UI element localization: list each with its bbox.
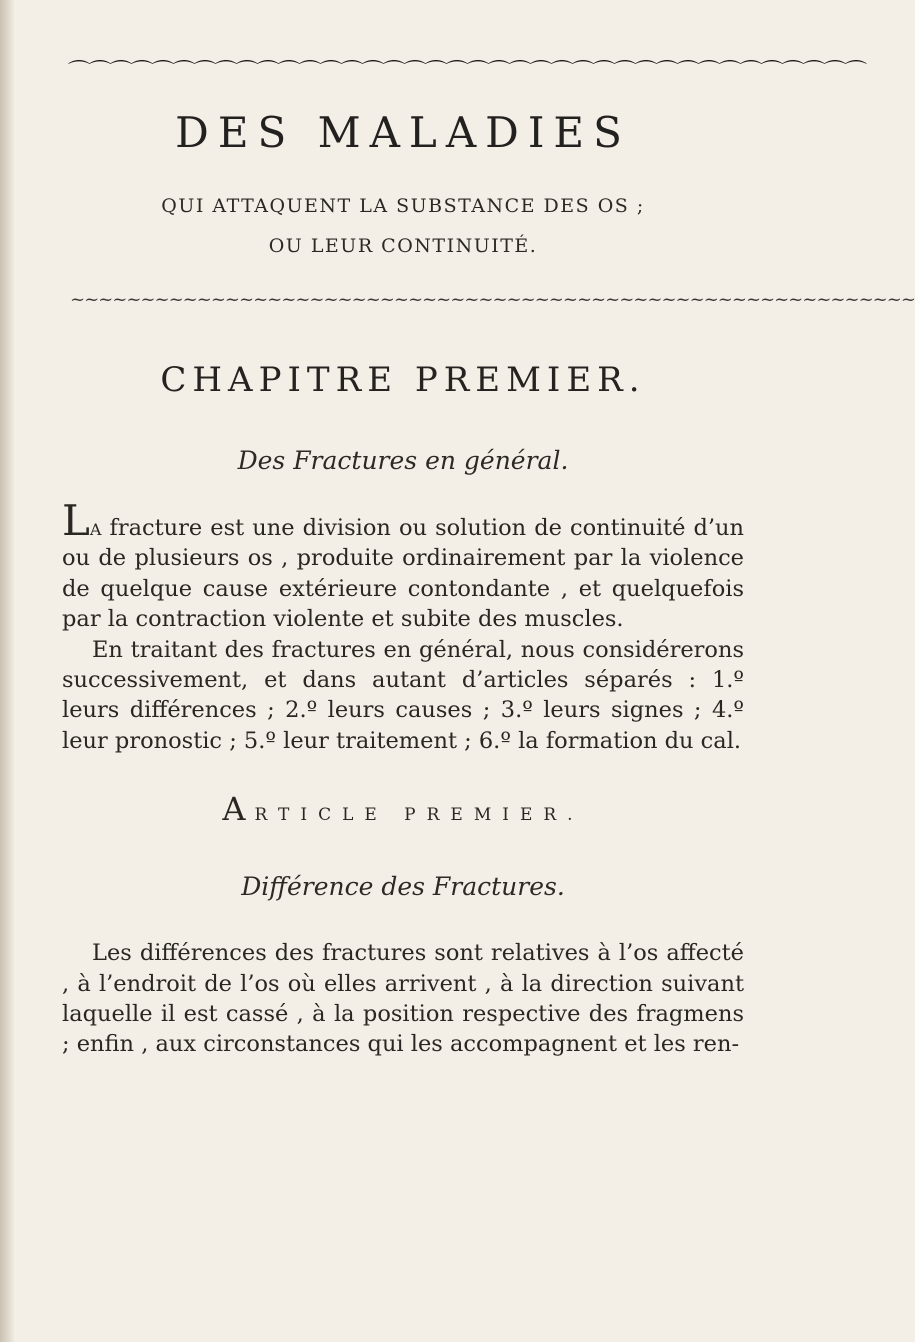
page-title: DES MALADIES [175,108,631,157]
chapter-heading: CHAPITRE PREMIER. [160,360,646,400]
subtitle-line-1: QUI ATTAQUENT LA SUBSTANCE DES OS ; [161,195,645,217]
article-title: Différence des Fractures. [241,872,565,902]
article-heading-rest: RTICLE PREMIER. [254,805,584,826]
subtitle-line-2: OU LEUR CONTINUITÉ. [268,235,538,257]
article-heading-initial: A [222,790,255,829]
subtitle [62,186,744,266]
drop-cap: L [62,496,90,545]
paragraph-1-smallcaps: a [89,515,102,541]
article-heading [62,792,744,832]
paragraph-1 [62,496,744,635]
paragraph-2: En traitant des fractures en général, nous considérerons successivement, et dans autant d’articles séparés : 1.º leurs différences ; 2.º leurs causes ; 3.º leurs signes ; 4.º leur pronostic ; 5.º leur traitement ; 6.º la formation du cal. [62,636,744,754]
middle-ornament-border: ~~~~~~~~~~~~~~~~~~~~~~~~~~~~~~~~~~~~~~~~~~~~~~~~~~~~~~~~~~~~ [70,289,915,310]
section-title: Des Fractures en général. [237,446,569,475]
paragraph-1-text: fracture est une division ou solution de continuité d’un ou de plusieurs os , produite ordinairement par la violence de quelque cause extérieure contondante , et quelquefois par la contraction violente et subite des muscles. [62,515,744,633]
paragraph-3: Les différences des fractures sont relatives à l’os affecté , à l’endroit de l’os où elles arrivent , à la direction suivant laquelle il est cassé , à la position respective des fragmens ; enfin , aux circonstances qui les accompagnent et les ren- [62,940,744,1058]
top-ornament-border: ⌒⌒⌒⌒⌒⌒⌒⌒⌒⌒⌒⌒⌒⌒⌒⌒⌒⌒⌒⌒⌒⌒⌒⌒⌒⌒⌒⌒⌒⌒⌒⌒⌒⌒⌒⌒⌒⌒ [68,60,867,85]
